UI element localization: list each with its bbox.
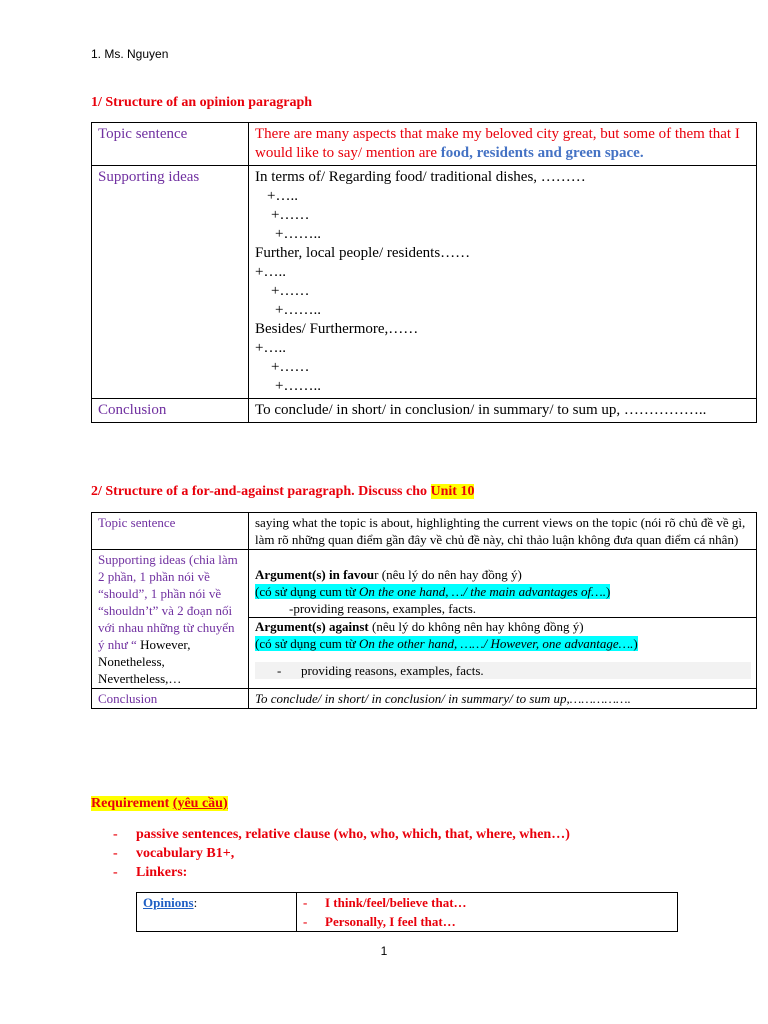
section1-heading: 1/ Structure of an opinion paragraph xyxy=(91,95,313,110)
list-item: - passive sentences, relative clause (who, who, which, that, where, when…) xyxy=(113,827,570,842)
favour-reasons: -providing reasons, examples, facts. xyxy=(289,601,477,616)
topic-text: There are many aspects that make my beloved city great, but some of them that I would like to say/ mention are xyxy=(255,126,740,161)
favour-hl-prefix: (có sử dụng cum từ xyxy=(255,584,359,599)
opinion-structure-table xyxy=(91,122,757,423)
opinions-list xyxy=(297,893,678,932)
favour-hl-suffix: ) xyxy=(605,584,611,599)
favour-linkers xyxy=(255,583,750,600)
against-hl-italic: On the other hand, ……/ However, one advantage…. xyxy=(359,636,634,651)
favour-bold: Argument(s) in favou xyxy=(255,567,375,582)
against-hl-suffix: ) xyxy=(633,636,638,651)
requirement-list xyxy=(113,825,570,882)
for-against-structure-table xyxy=(91,512,757,709)
linkers-table xyxy=(136,892,678,932)
supporting-line: +…….. xyxy=(275,302,321,318)
requirement-title: Requirement xyxy=(91,796,173,811)
table-row xyxy=(92,513,757,550)
opinions-colon: : xyxy=(193,895,198,910)
list-item: - Linkers: xyxy=(113,865,188,880)
against-note: (nêu lý do không nên hay không đồng ý) xyxy=(368,619,584,634)
conclusion-label: Conclusion xyxy=(92,399,249,423)
supporting-label: Supporting ideas xyxy=(92,166,249,399)
opinions-cell xyxy=(137,893,297,932)
against-reasons: providing reasons, examples, facts. xyxy=(301,663,484,678)
supporting-line: +….. xyxy=(255,340,286,356)
list-item: - Personally, I feel that… xyxy=(303,914,456,929)
page-number: 1 xyxy=(380,944,388,958)
supporting-label xyxy=(92,550,249,689)
list-item: - I think/feel/believe that… xyxy=(303,895,467,910)
section2-heading xyxy=(91,484,474,500)
against-linkers xyxy=(255,635,750,652)
supporting-cell xyxy=(249,166,757,399)
against-heading xyxy=(249,617,756,635)
supporting-line: Further, local people/ residents…… xyxy=(255,245,471,261)
table-row xyxy=(92,550,757,689)
supporting-line: +…….. xyxy=(275,226,321,242)
supporting-line: Besides/ Furthermore,…… xyxy=(255,321,419,337)
supporting-line: +….. xyxy=(267,188,298,204)
supporting-line: In terms of/ Regarding food/ traditional dishes, ……… xyxy=(255,169,586,185)
topic-label: Topic sentence xyxy=(92,513,249,550)
conclusion-text: To conclude/ in short/ in conclusion/ in summary/ to sum up, …………….. xyxy=(249,399,757,423)
table-row xyxy=(92,123,757,166)
favour-hl-italic: On the one hand, …/ the main advantages of…. xyxy=(359,584,606,599)
table-row xyxy=(92,689,757,709)
against-reasons-row xyxy=(255,662,751,679)
arguments-cell xyxy=(249,550,757,689)
topic-cell xyxy=(249,123,757,166)
topic-label: Topic sentence xyxy=(92,123,249,166)
supporting-label-linkers: However, Nonetheless, Nevertheless,… xyxy=(98,637,191,686)
section2-heading-text: 2/ Structure of a for-and-against paragraph. Discuss cho xyxy=(91,484,431,499)
against-bold: Argument(s) against xyxy=(255,619,369,634)
supporting-label-text: Supporting ideas (chia làm 2 phần, 1 phần nói về “should”, 1 phần nói về “shouldn’t” và 2 đoạn nối với nhau những từ chuyển ý như “ xyxy=(98,552,238,652)
against-hl-prefix: (có sử dụng cum từ xyxy=(255,636,359,651)
table-row xyxy=(92,399,757,423)
supporting-line: +…….. xyxy=(275,378,321,394)
table-row xyxy=(137,893,678,932)
favour-note: r (nêu lý do nên hay đồng ý) xyxy=(374,567,522,582)
supporting-line: +….. xyxy=(255,264,286,280)
supporting-line: +…… xyxy=(271,283,310,299)
against-dash: - xyxy=(277,663,282,678)
favour-heading xyxy=(255,566,750,583)
topic-text: saying what the topic is about, highlighting the current views on the topic (nói rõ chủ đề về gì, làm rõ những quan điểm gần đây về chủ đề này, chỉ thảo luận không đưa quan điểm cá nhân) xyxy=(249,513,757,550)
list-item: - vocabulary B1+, xyxy=(113,846,235,861)
opinions-label: Opinions xyxy=(143,895,194,910)
document-header: 1. Ms. Nguyen xyxy=(91,47,169,61)
supporting-line: +…… xyxy=(271,359,310,375)
requirement-title-vn: (yêu cầu) xyxy=(172,796,228,811)
topic-keywords: food, residents and green space. xyxy=(440,145,644,161)
supporting-line: +…… xyxy=(271,207,310,223)
section2-heading-highlight: Unit 10 xyxy=(430,484,475,499)
requirement-heading xyxy=(91,796,228,812)
conclusion-label: Conclusion xyxy=(92,689,249,709)
table-row xyxy=(92,166,757,399)
conclusion-text: To conclude/ in short/ in conclusion/ in summary/ to sum up,……………. xyxy=(249,689,757,709)
